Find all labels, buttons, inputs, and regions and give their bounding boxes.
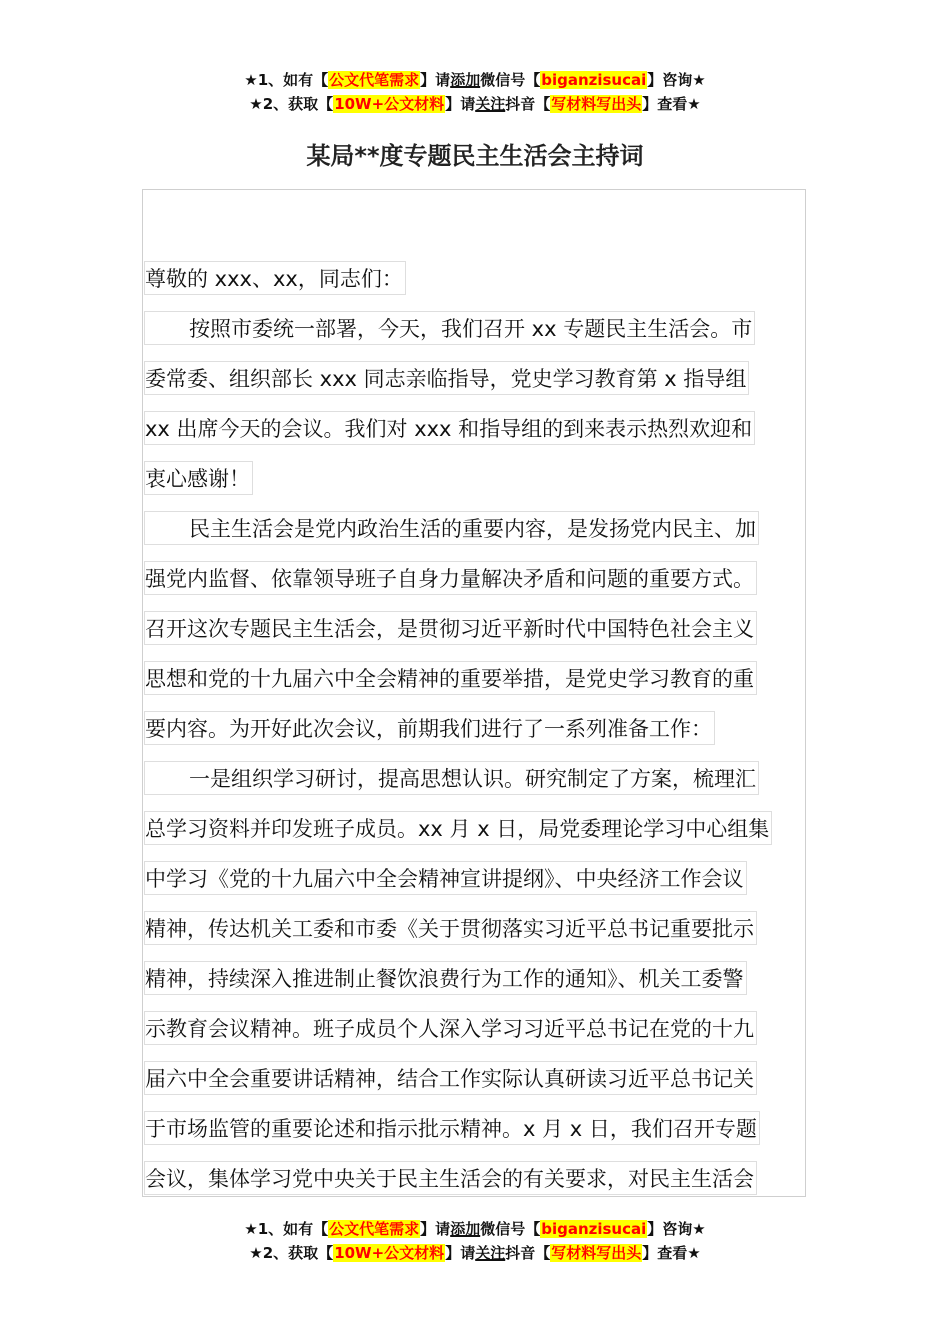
- banner-highlight: 公文代笔需求: [329, 71, 420, 89]
- banner-text: ★2、获取【: [249, 95, 334, 113]
- text-line: 一是组织学习研讨，提高思想认识。研究制定了方案，梳理汇: [144, 761, 759, 795]
- text-line: 届六中全会重要讲话精神，结合工作实际认真研读习近平总书记关: [144, 1061, 757, 1095]
- banner-highlight: 10W+公文材料: [334, 1244, 445, 1262]
- header-banner: [0, 68, 950, 116]
- banner-highlight: 写材料写出头: [551, 1244, 642, 1262]
- banner-highlight: 写材料写出头: [551, 95, 642, 113]
- banner-line-2: [0, 1241, 950, 1265]
- text-line: 民主生活会是党内政治生活的重要内容，是发扬党内民主、加: [144, 511, 759, 545]
- text-line: 按照市委统一部署，今天，我们召开 xx 专题民主生活会。市: [144, 311, 755, 345]
- banner-text: ★2、获取【: [249, 1244, 334, 1262]
- banner-line-1: [0, 1217, 950, 1241]
- text-line: 会议，集体学习党中央关于民主生活会的有关要求，对民主生活会: [144, 1161, 757, 1195]
- banner-text: ★1、如有【: [244, 71, 329, 89]
- banner-underline: 添加: [450, 71, 481, 89]
- text-line: 中学习《党的十九届六中全会精神宣讲提纲》、中央经济工作会议: [144, 861, 747, 895]
- text-line: 于市场监管的重要论述和指示批示精神。x 月 x 日，我们召开专题: [144, 1111, 760, 1145]
- banner-underline: 关注: [475, 1244, 506, 1262]
- text-line: 召开这次专题民主生活会，是贯彻习近平新时代中国特色社会主义: [144, 611, 757, 645]
- text-line: 尊敬的 xxx、xx，同志们：: [144, 261, 406, 295]
- banner-text: 微信号【: [480, 1220, 541, 1238]
- banner-line-1: [0, 68, 950, 92]
- text-line: 精神，持续深入推进制止餐饮浪费行为工作的通知》、机关工委警: [144, 961, 747, 995]
- banner-text: 】请: [445, 1244, 476, 1262]
- banner-highlight: biganzisucai: [541, 71, 647, 89]
- banner-text: 抖音【: [505, 1244, 551, 1262]
- banner-highlight: biganzisucai: [541, 1220, 647, 1238]
- banner-highlight: 10W+公文材料: [334, 95, 445, 113]
- text-line: 精神，传达机关工委和市委《关于贯彻落实习近平总书记重要批示: [144, 911, 757, 945]
- text-line: 衷心感谢！: [144, 461, 253, 495]
- text-line: 要内容。为开好此次会议，前期我们进行了一系列准备工作：: [144, 711, 715, 745]
- text-line: 总学习资料并印发班子成员。xx 月 x 日，局党委理论学习中心组集: [144, 811, 772, 845]
- banner-text: 】查看★: [642, 95, 701, 113]
- banner-text: 】咨询★: [647, 71, 706, 89]
- text-line: 强党内监督、依靠领导班子自身力量解决矛盾和问题的重要方式。: [144, 561, 757, 595]
- banner-text: ★1、如有【: [244, 1220, 329, 1238]
- banner-line-2: [0, 92, 950, 116]
- text-line: 示教育会议精神。班子成员个人深入学习习近平总书记在党的十九: [144, 1011, 757, 1045]
- banner-text: 】请: [420, 71, 451, 89]
- text-line: 委常委、组织部长 xxx 同志亲临指导，党史学习教育第 x 指导组: [144, 361, 749, 395]
- banner-text: 微信号【: [480, 71, 541, 89]
- banner-text: 】咨询★: [647, 1220, 706, 1238]
- banner-text: 】请: [445, 95, 476, 113]
- page-title: 某局**度专题民主生活会主持词: [306, 142, 644, 170]
- banner-text: 】请: [420, 1220, 451, 1238]
- banner-text: 】查看★: [642, 1244, 701, 1262]
- banner-highlight: 公文代笔需求: [329, 1220, 420, 1238]
- banner-text: 抖音【: [505, 95, 551, 113]
- footer-banner: [0, 1217, 950, 1265]
- text-line: 思想和党的十九届六中全会精神的重要举措，是党史学习教育的重: [144, 661, 757, 695]
- banner-underline: 关注: [475, 95, 506, 113]
- text-line: xx 出席今天的会议。我们对 xxx 和指导组的到来表示热烈欢迎和: [144, 411, 755, 445]
- banner-underline: 添加: [450, 1220, 481, 1238]
